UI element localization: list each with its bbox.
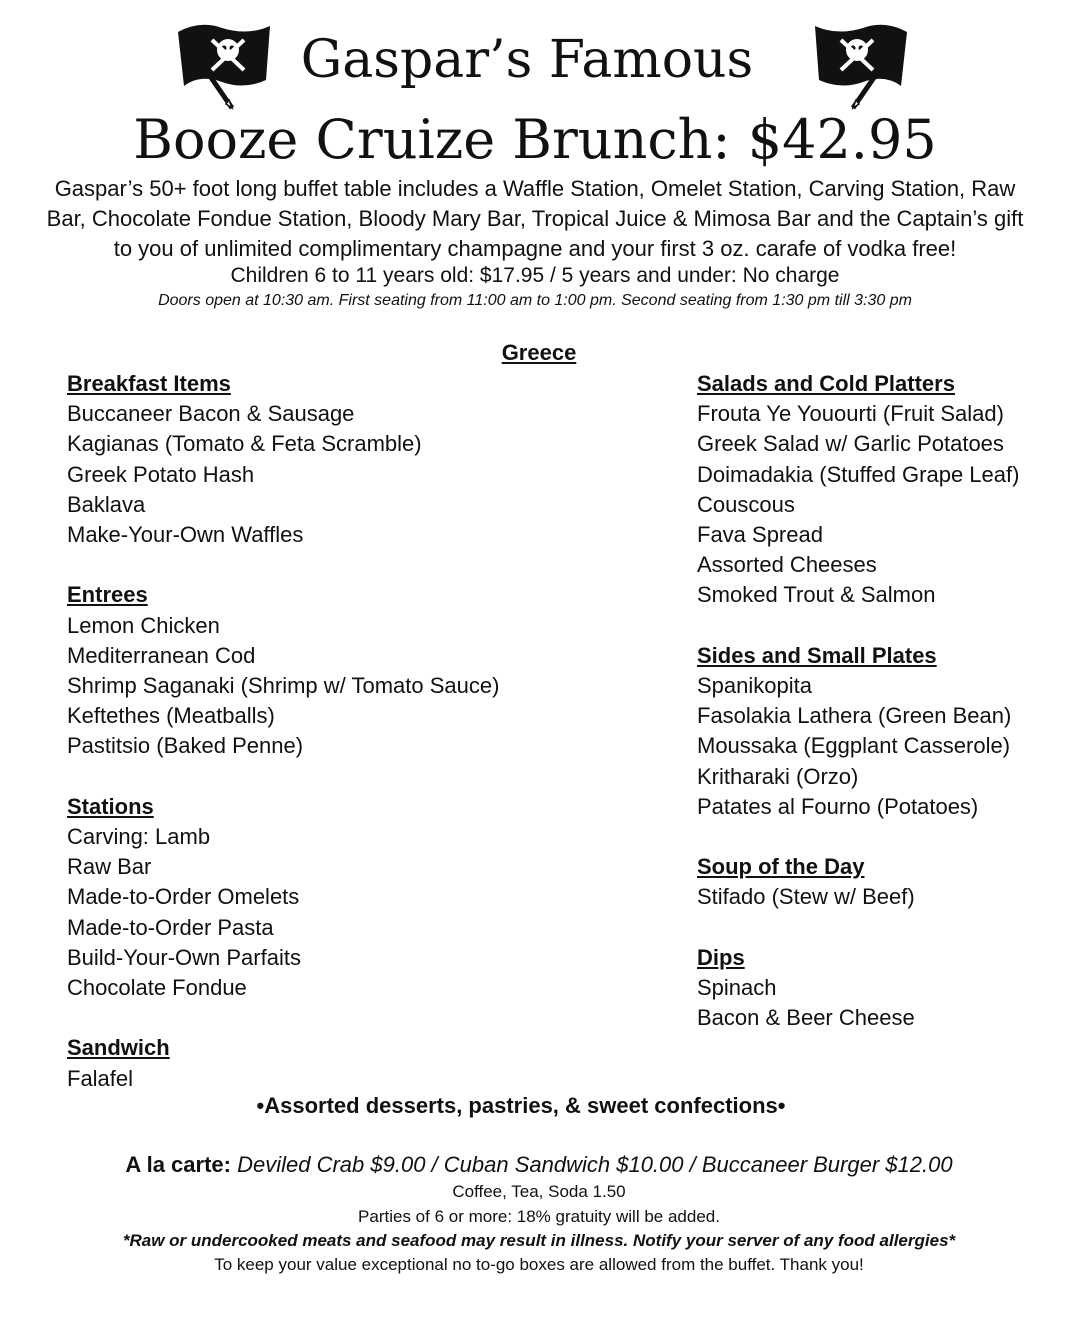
menu-item: Chocolate Fondue bbox=[67, 975, 247, 1001]
menu-item: Spinach bbox=[697, 975, 777, 1001]
menu-item: Kagianas (Tomato & Feta Scramble) bbox=[67, 431, 422, 457]
menu-title-line1: Gaspar’s Famous bbox=[300, 30, 754, 90]
menu-item: Greek Potato Hash bbox=[67, 461, 255, 487]
section-title: Soup of the Day bbox=[697, 854, 865, 880]
menu-item: Baklava bbox=[67, 491, 146, 517]
section-title: Dips bbox=[697, 944, 745, 970]
menu-item: Buccaneer Bacon & Sausage bbox=[67, 401, 355, 427]
menu-title-line2: Booze Cruize Brunch: $42.95 bbox=[133, 108, 937, 171]
to-go-policy: To keep your value exceptional no to-go boxes are allowed from the buffet. Thank you! bbox=[214, 1255, 864, 1274]
menu-item: Patates al Fourno (Potatoes) bbox=[697, 793, 979, 819]
menu-item: Shrimp Saganaki (Shrimp w/ Tomato Sauce) bbox=[67, 673, 500, 699]
drinks-pricing: Coffee, Tea, Soda 1.50 bbox=[452, 1182, 626, 1201]
section-title: Salads and Cold Platters bbox=[697, 371, 955, 396]
a-la-carte-line bbox=[0, 1152, 1070, 1178]
desserts-note: •Assorted desserts, pastries, & sweet confections• bbox=[256, 1093, 786, 1118]
menu-item: Made-to-Order Pasta bbox=[67, 914, 274, 940]
menu-section bbox=[697, 641, 1057, 822]
menu-item: Stifado (Stew w/ Beef) bbox=[697, 884, 915, 910]
menu-item: Raw Bar bbox=[67, 854, 152, 880]
seating-times: Doors open at 10:30 am. First seating from 11:00 am to 1:00 pm. Second seating from 1:30 pm till 3:30 pm bbox=[158, 292, 912, 309]
menu-item: Keftethes (Meatballs) bbox=[67, 703, 275, 729]
food-safety-warning: *Raw or undercooked meats and seafood may result in illness. Notify your server of any food allergies* bbox=[122, 1231, 956, 1250]
right-menu-column bbox=[697, 369, 1057, 1064]
menu-item: Carving: Lamb bbox=[67, 824, 211, 850]
menu-item: Pastitsio (Baked Penne) bbox=[67, 733, 304, 759]
menu-section bbox=[697, 943, 1057, 1034]
section-title: Breakfast Items bbox=[67, 371, 231, 396]
menu-item: Fava Spread bbox=[697, 522, 823, 548]
menu-item: Greek Salad w/ Garlic Potatoes bbox=[697, 431, 1004, 457]
menu-section bbox=[67, 580, 587, 761]
gratuity-note: Parties of 6 or more: 18% gratuity will be added. bbox=[358, 1207, 720, 1226]
menu-item: Made-to-Order Omelets bbox=[67, 884, 300, 910]
menu-section bbox=[67, 1033, 587, 1093]
menu-item: Couscous bbox=[697, 491, 795, 517]
menu-item: Frouta Ye Youourti (Fruit Salad) bbox=[697, 401, 1004, 427]
menu-item: Bacon & Beer Cheese bbox=[697, 1005, 915, 1031]
menu-item: Moussaka (Eggplant Casserole) bbox=[697, 733, 1011, 759]
section-title: Sides and Small Plates bbox=[697, 642, 937, 668]
menu-item: Falafel bbox=[67, 1065, 134, 1091]
a-la-carte-items: Deviled Crab $9.00 / Cuban Sandwich $10.00 / Buccaneer Burger $12.00 bbox=[237, 1152, 953, 1177]
menu-item: Make-Your-Own Waffles bbox=[67, 522, 304, 548]
section-title: Sandwich bbox=[67, 1035, 170, 1061]
menu-section bbox=[697, 369, 1057, 611]
menu-item: Lemon Chicken bbox=[67, 612, 220, 638]
left-menu-column bbox=[67, 369, 587, 1124]
children-pricing: Children 6 to 11 years old: $17.95 / 5 years and under: No charge bbox=[230, 264, 840, 287]
menu-item: Fasolakia Lathera (Green Bean) bbox=[697, 703, 1012, 729]
menu-theme: Greece bbox=[501, 340, 577, 365]
menu-section bbox=[697, 852, 1057, 912]
menu-section bbox=[67, 792, 587, 1003]
a-la-carte-label: A la carte: bbox=[125, 1152, 231, 1177]
menu-item: Build-Your-Own Parfaits bbox=[67, 944, 301, 970]
menu-item: Assorted Cheeses bbox=[697, 552, 877, 578]
buffet-description: Gaspar’s 50+ foot long buffet table includes a Waffle Station, Omelet Station, Carving Station, Raw Bar, Chocolate Fondue Station, Bloody Mary Bar, Tropical Juice & Mimosa Bar and the Captain’s gift to you of unlimited complimentary champagne and your first 3 oz. carafe of vodka free! bbox=[46, 176, 1024, 261]
menu-item: Doimadakia (Stuffed Grape Leaf) bbox=[697, 461, 1020, 487]
section-title: Entrees bbox=[67, 582, 148, 608]
menu-item: Spanikopita bbox=[697, 673, 812, 699]
section-title: Stations bbox=[67, 793, 154, 819]
menu-item: Mediterranean Cod bbox=[67, 642, 256, 668]
menu-section bbox=[67, 369, 587, 550]
menu-item: Kritharaki (Orzo) bbox=[697, 763, 859, 789]
menu-item: Smoked Trout & Salmon bbox=[697, 582, 936, 608]
